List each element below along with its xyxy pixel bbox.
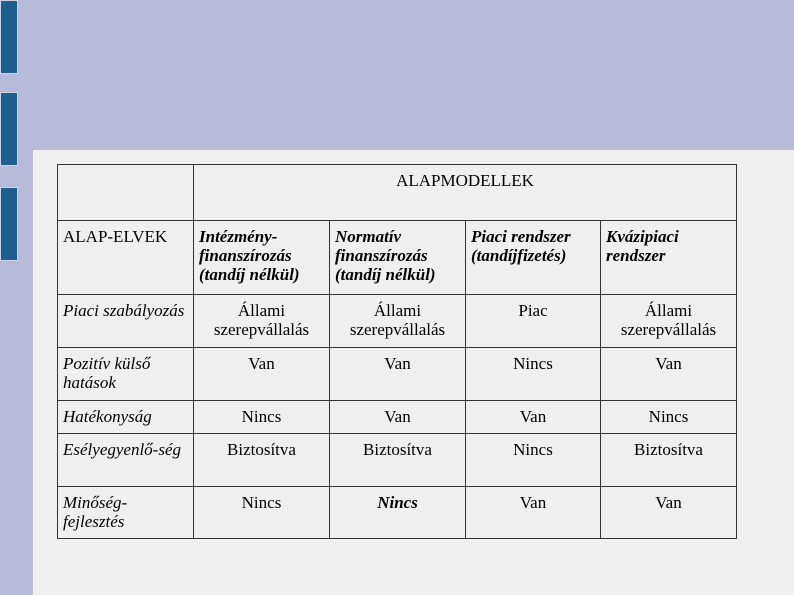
table-cell: Piac: [466, 295, 601, 348]
table-cell: Van: [330, 401, 466, 434]
table-cell: Van: [601, 487, 737, 539]
model-header-4: Kvázipiaci rendszer: [601, 221, 737, 295]
table-cell: Állami szerepvállalás: [330, 295, 466, 348]
table-cell: Állami szerepvállalás: [194, 295, 330, 348]
table-cell: Biztosítva: [601, 434, 737, 487]
table-cell: Nincs: [194, 401, 330, 434]
row-label: Minőség-fejlesztés: [58, 487, 194, 539]
table-title: ALAPMODELLEK: [194, 165, 737, 221]
left-decor-bar-1: [0, 0, 18, 74]
row-label: Pozitív külső hatások: [58, 348, 194, 401]
table-cell: Van: [330, 348, 466, 401]
slide-area: [33, 150, 794, 595]
row-label: Piaci szabályozás: [58, 295, 194, 348]
table-cell: Biztosítva: [330, 434, 466, 487]
table-cell: Van: [601, 348, 737, 401]
table-cell: Van: [466, 401, 601, 434]
table-row: [58, 348, 737, 401]
model-header-2: Normatív finanszírozás (tandíj nélkül): [330, 221, 466, 295]
empty-corner-cell: [58, 165, 194, 221]
table-row: [58, 401, 737, 434]
left-decor-bar-3: [0, 187, 18, 261]
row-label: Esélyegyenlő-ség: [58, 434, 194, 487]
table-title-row: [58, 165, 737, 221]
table-row: [58, 295, 737, 348]
table-cell: Nincs: [466, 434, 601, 487]
table-cell: Nincs: [330, 487, 466, 539]
alapmodellek-table: [57, 164, 737, 539]
table-cell: Van: [194, 348, 330, 401]
table-cell: Állami szerepvállalás: [601, 295, 737, 348]
table-cell: Biztosítva: [194, 434, 330, 487]
table-row: [58, 434, 737, 487]
table-row: [58, 487, 737, 539]
header-corner-label: ALAP-ELVEK: [58, 221, 194, 295]
table-cell: Nincs: [194, 487, 330, 539]
row-label: Hatékonyság: [58, 401, 194, 434]
table-cell: Nincs: [601, 401, 737, 434]
left-decor-bar-2: [0, 92, 18, 166]
table-cell: Nincs: [466, 348, 601, 401]
model-header-1: Intézmény-finanszírozás (tandíj nélkül): [194, 221, 330, 295]
table-cell: Van: [466, 487, 601, 539]
table-header-row: [58, 221, 737, 295]
model-header-3: Piaci rendszer (tandíjfizetés): [466, 221, 601, 295]
